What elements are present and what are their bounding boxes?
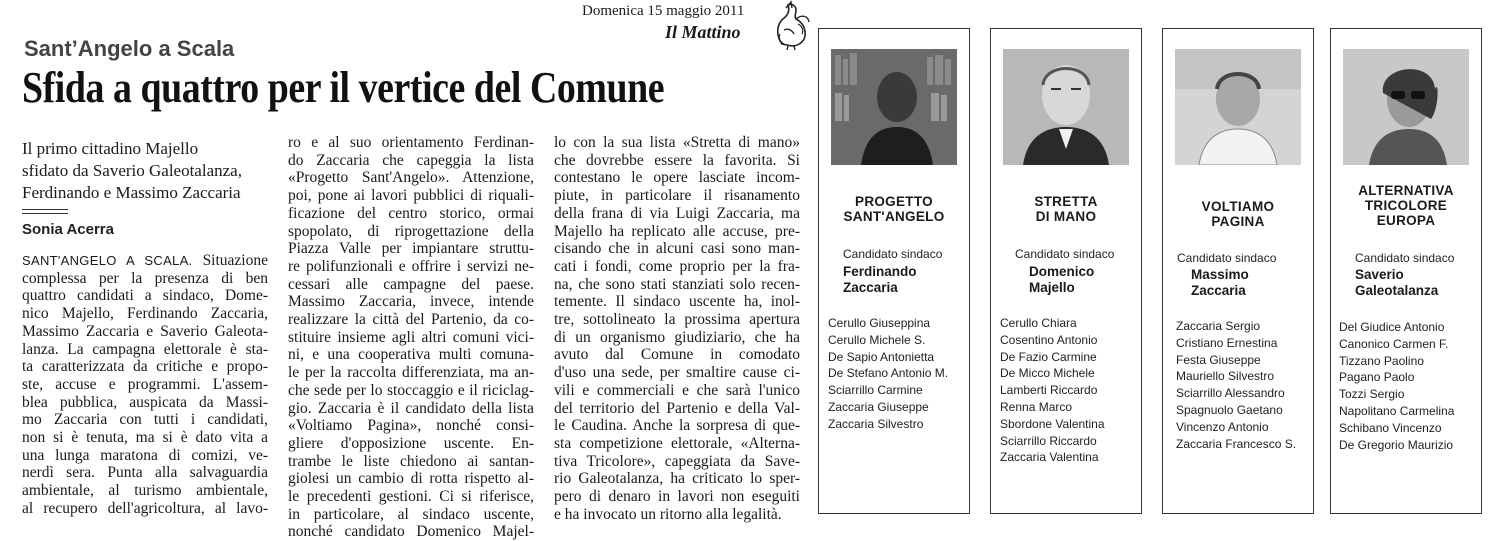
member-name: Cerullo Chiara [1000, 316, 1077, 330]
party-name [1331, 183, 1481, 228]
member-name: Mauriello Silvestro [1176, 369, 1275, 384]
article-text-line: non si è tenuta, ma si è dato vita a [22, 429, 268, 447]
candidate-name [1029, 264, 1094, 296]
article-text-line: gliere d'opposizione uscente. En- [288, 434, 534, 452]
article-text-line: gio. Zaccaria è il candidato della lista [288, 399, 534, 417]
member-name: Zaccaria Silvestro [828, 416, 924, 431]
candidate-label: Candidato sindaco [1015, 247, 1115, 261]
article-text-line: tre, sottolineato la prossima apertura [554, 311, 800, 329]
article-text-line: e ha invocato un ritorno alla legalità. [554, 505, 782, 523]
article-text-line: al recupero dell'agricoltura, al lavo- [22, 499, 268, 517]
party-name-line: SANT'ANGELO [843, 209, 945, 224]
article-text-line: Massimo Zaccaria e Saverio Galeota- [22, 322, 268, 340]
article-text-line: ta caratterizzata da critiche e propo- [22, 358, 268, 376]
article-text-line: piute, in particolare il risanamento [554, 187, 800, 205]
party-name-line: PAGINA [1211, 214, 1265, 229]
candidate-name-line: Zaccaria [1191, 283, 1246, 298]
article-text-line: do Zaccaria che capeggia la lista [288, 151, 534, 169]
article-text-line: pero di denaro in lavori non eseguiti [554, 488, 800, 506]
article-text-line: stituire insieme agli altri comuni vici- [288, 328, 534, 346]
publication-date: Domenica 15 maggio 2011 [582, 3, 745, 19]
article-text-line: blea pubblica, auspicata da Massi- [22, 393, 268, 411]
member-name: Zaccaria Francesco S. [1176, 436, 1297, 451]
article-text-line: quattro candidati a sindaco, Dome- [22, 287, 268, 305]
article-text-fragment: Situazione [202, 252, 268, 269]
member-name: De Stefano Antonio M. [828, 366, 949, 381]
article-text-line: Majello ha replicato alle accuse, pre- [554, 222, 800, 240]
article-headline: Sfida a quattro per il vertice del Comune [22, 63, 665, 112]
candidate-photo [1003, 49, 1129, 165]
article-text-line: del territorio del Partenio e della Val- [554, 399, 800, 417]
list-card-voltiamo-pagina [1162, 28, 1314, 514]
party-name-line: EUROPA [1376, 213, 1436, 228]
article-text-line: le precedenti gestioni. Ci si riferisce, [288, 488, 534, 506]
member-name: Cristiano Ernestina [1176, 335, 1278, 350]
party-name-line: PROGETTO [855, 194, 933, 209]
dateline-lead: SANT'ANGELO A SCALA. [22, 253, 193, 268]
article-column-3 [554, 134, 800, 523]
member-name: De Micco Michele [1000, 366, 1095, 381]
summary-line: Il primo cittadino Majello [22, 139, 199, 158]
byline-rule [22, 213, 68, 214]
member-name: Festa Giuseppe [1176, 352, 1261, 367]
member-name: Sciarrillo Carmine [828, 383, 923, 398]
article-text-line: cisando che in alcuni casi sono man- [554, 240, 800, 258]
candidate-name-line: Domenico [1029, 264, 1095, 279]
article-text-line: spopolato, di riprogettazione della [288, 222, 534, 240]
rooster-icon [772, 0, 812, 50]
member-name: Del Giudice Antonio [1339, 320, 1445, 334]
member-name: Sciarrillo Riccardo [1000, 433, 1097, 448]
article-text-line: ni, e una cooperativa multi comuna- [288, 346, 534, 364]
member-name: Pagano Paolo [1339, 370, 1415, 385]
article-text-line: d'uso una sede, per smaltire cause ci- [554, 364, 800, 382]
article-text-line: lo con la sua lista «Stretta di mano» [554, 134, 800, 151]
member-name: Tozzi Sergio [1339, 387, 1405, 402]
member-name: Schibano Vincenzo [1339, 420, 1442, 435]
article-text-line: «Progetto Sant'Angelo». Attenzione, [288, 169, 534, 187]
article-text-line: ambientale, al turismo ambientale, [22, 482, 268, 500]
candidate-name [1355, 267, 1438, 299]
candidate-name-line: Galeotalanza [1355, 283, 1439, 298]
article-text-line: na, che sono stati stanziati solo recen- [554, 275, 800, 293]
list-card-alternativa-tricolore-europa [1330, 28, 1482, 514]
member-name: Zaccaria Sergio [1176, 319, 1261, 333]
member-name: Zaccaria Valentina [1000, 450, 1099, 465]
candidate-label: Candidato sindaco [1355, 251, 1455, 265]
article-byline: Sonia Acerra [22, 221, 114, 238]
candidate-label: Candidato sindaco [843, 247, 943, 261]
member-list [828, 315, 948, 433]
article-text-line: che dovrebbe essere la favorita. Si [554, 151, 800, 169]
candidate-name-line: Ferdinando [843, 264, 917, 279]
member-name: Zaccaria Giuseppe [828, 399, 929, 414]
member-list [1000, 315, 1105, 466]
member-name: Renna Marco [1000, 399, 1073, 414]
article-text-line: Massimo Zaccaria, invece, intende [288, 293, 534, 311]
party-name-line: STRETTA [1034, 194, 1098, 209]
member-name: Canonico Carmen F. [1339, 336, 1449, 351]
article-text-line: mo Zaccaria con tutti i candidati, [22, 411, 268, 429]
member-name: Lamberti Riccardo [1000, 383, 1098, 398]
article-text-line: rio Galeotalanza, ha criticato lo sper- [554, 470, 800, 488]
article-text-line: lanza. La campagna elettorale è sta- [22, 340, 268, 358]
member-name: Tizzano Paolino [1339, 353, 1424, 368]
article-text-line: sta competizione elettorale, «Alterna- [554, 434, 800, 452]
byline-rule [22, 209, 68, 210]
article-kicker: Sant’Angelo a Scala [24, 36, 235, 61]
candidate-name [843, 264, 917, 296]
article-text-line: le Caudina. Anche la sorpresa di que- [554, 417, 800, 435]
member-name: Sbordone Valentina [1000, 416, 1105, 431]
article-text-line: ste, accuse e programmi. L'assem- [22, 375, 268, 393]
article-text-line: che sede per lo stoccaggio e il riciclag- [288, 381, 534, 399]
article-text-line: cati i fondi, come proprio per la fra- [554, 257, 800, 275]
party-name [1163, 199, 1313, 229]
article-text-line: re polifunzionali e offrire i servizi ne- [288, 257, 534, 275]
article-text-line: nonché candidato Domenico Majel- [288, 523, 534, 541]
article-text-line: poi, pone ai lavori pubblici di riquali- [288, 187, 534, 205]
article-text-line: in particolare, al sindaco uscente, [288, 505, 534, 523]
article-text-line: nerdì sera. Punta alla salvaguardia [22, 464, 268, 482]
candidate-photo [831, 49, 957, 165]
article-text-line: avuto dal Comune in comodato [554, 346, 800, 364]
article-column-2 [288, 134, 534, 541]
list-card-stretta-di-mano [990, 28, 1142, 514]
candidate-photo [1343, 49, 1469, 165]
list-card-progetto-santangelo [818, 28, 970, 514]
article-text-line: tiva Tricolore», capeggiata da Save- [554, 452, 800, 470]
article-text-line: ro e al suo orientamento Ferdinan- [288, 134, 534, 151]
member-name: De Fazio Carmine [1000, 349, 1097, 364]
member-name: Cerullo Michele S. [828, 332, 926, 347]
candidate-name-line: Massimo [1191, 267, 1249, 282]
party-name-line: VOLTIAMO [1201, 199, 1275, 214]
article-text-line: complessa per la presenza di ben [22, 269, 268, 287]
candidate-name-line: Saverio [1355, 267, 1404, 282]
newspaper-masthead: Il Mattino [665, 22, 741, 42]
article-text-line: una lunga maratona di comizi, ve- [22, 446, 268, 464]
candidate-label: Candidato sindaco [1177, 251, 1277, 265]
member-name: Spagnuolo Gaetano [1176, 402, 1283, 417]
party-name-line: DI MANO [1035, 209, 1097, 224]
article-text-line: contestano le opere lasciate incom- [554, 169, 800, 187]
member-name: Sciarrillo Alessandro [1176, 386, 1285, 401]
article-text-line: ficazione del centro storico, ormai [288, 204, 534, 222]
member-name: Vincenzo Antonio [1176, 419, 1269, 434]
party-name [991, 194, 1141, 224]
article-text-line: «Voltiamo Pagina», nonché consi- [288, 417, 534, 435]
article-text-line: giolesi un cambio di rotta rispetto al- [288, 470, 534, 488]
party-name-line: TRICOLORE [1364, 198, 1448, 213]
candidate-name [1191, 267, 1249, 299]
article-column-1 [22, 252, 268, 518]
article-text-line: temente. Il sindaco uscente ha, inol- [554, 293, 800, 311]
summary-line: Ferdinando e Massimo Zaccaria [22, 183, 241, 202]
article-text-line: della frana di via Luigi Zaccaria, ma [554, 204, 800, 222]
member-list [1176, 318, 1296, 452]
article-text-line: le per la raccolta differenziata, ma an- [288, 364, 534, 382]
member-name: De Sapio Antonietta [828, 349, 935, 364]
candidate-name-line: Zaccaria [843, 280, 898, 295]
member-name: Cerullo Giuseppina [828, 316, 931, 330]
article-text-line: trambe le liste chiedono ai santan- [288, 452, 534, 470]
party-name-line: ALTERNATIVA [1358, 183, 1454, 198]
member-list [1339, 319, 1454, 453]
article-text-line: di un organismo giudiziario, che ha [554, 328, 800, 346]
article-text-line: vili e commerciali e che sarà l'unico [554, 381, 800, 399]
article-text-line: Piazza Valle per impiantare struttu- [288, 240, 534, 258]
summary-line: sfidato da Saverio Galeotalanza, [22, 161, 242, 180]
member-name: De Gregorio Maurizio [1339, 437, 1454, 452]
member-name: Cosentino Antonio [1000, 332, 1098, 347]
article-text-line: realizzare la città del Partenio, da co- [288, 311, 534, 329]
candidate-photo [1175, 49, 1301, 165]
article-text-line: nico Majello, Ferdinando Zaccaria, [22, 305, 268, 323]
party-name [819, 194, 969, 224]
article-text-line [22, 252, 268, 270]
article-text-line: cessari alle campagne del paese. [288, 275, 534, 293]
candidate-name-line: Majello [1029, 280, 1075, 295]
article-summary [22, 138, 272, 204]
member-name: Napolitano Carmelina [1339, 403, 1455, 418]
